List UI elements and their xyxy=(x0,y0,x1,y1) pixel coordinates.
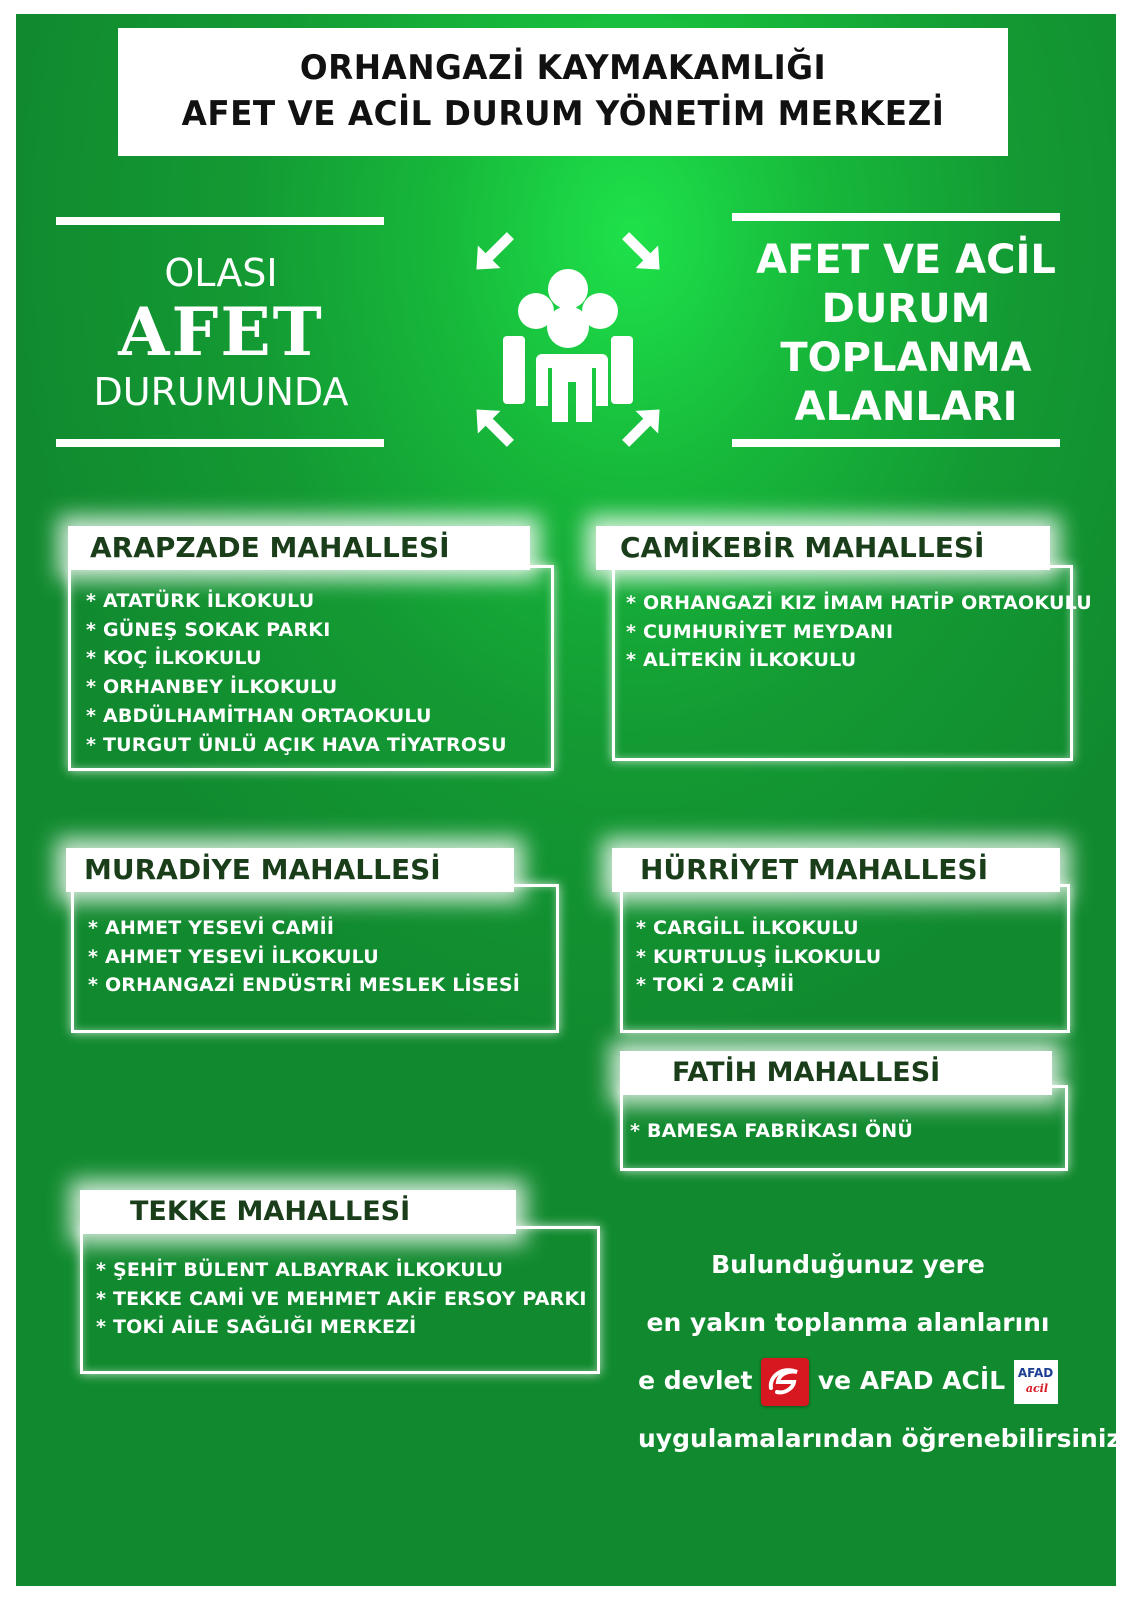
section-list xyxy=(88,914,520,1000)
section-list xyxy=(96,1256,587,1342)
assembly-point-svg xyxy=(448,214,688,459)
afad-logo-text: AFAD xyxy=(1017,1366,1054,1380)
person-back-head xyxy=(548,269,588,309)
poster xyxy=(16,14,1131,1586)
list-item: * BAMESA FABRİKASI ÖNÜ xyxy=(630,1120,913,1142)
header-title-line2: AFET VE ACİL DURUM YÖNETİM MERKEZİ xyxy=(181,94,945,134)
section-title: FATİH MAHALLESİ xyxy=(620,1051,1052,1095)
info-line1: Bulunduğunuz yere xyxy=(711,1250,985,1279)
list-item: * KOÇ İLKOKULU xyxy=(86,647,262,670)
right-banner xyxy=(736,236,1076,432)
right-banner-line1: AFET VE ACİL xyxy=(756,237,1056,283)
left-top-divider xyxy=(56,217,384,225)
right-banner-line3: TOPLANMA xyxy=(780,335,1032,381)
list-item: * CUMHURİYET MEYDANI xyxy=(626,620,894,643)
right-top-divider xyxy=(732,213,1060,221)
list-item: * AHMET YESEVİ İLKOKULU xyxy=(88,945,379,968)
arrow-top-left-icon xyxy=(465,224,522,281)
header-box xyxy=(118,28,1008,156)
info-text xyxy=(638,1236,1131,1468)
section-title: ARAPZADE MAHALLESİ xyxy=(68,526,530,570)
assembly-point-icon xyxy=(448,214,688,459)
right-banner-line4: ALANLARI xyxy=(794,384,1018,430)
section-title: TEKKE MAHALLESİ xyxy=(80,1190,516,1234)
info-line3b: ve AFAD ACİL xyxy=(817,1366,1006,1395)
section-list xyxy=(626,589,1092,675)
edevlet-logo-icon xyxy=(761,1358,809,1406)
section-list xyxy=(630,1117,913,1146)
left-banner-line2: AFET xyxy=(118,293,324,371)
list-item: * KURTULUŞ İLKOKULU xyxy=(636,945,882,968)
section-title: HÜRRİYET MAHALLESİ xyxy=(612,848,1060,892)
info-line3 xyxy=(638,1352,1058,1410)
list-item: * CARGİLL İLKOKULU xyxy=(636,917,859,939)
list-item: * TOKİ 2 CAMİİ xyxy=(636,974,795,997)
list-item: * ABDÜLHAMİTHAN ORTAOKULU xyxy=(86,704,432,727)
info-line3a: e devlet xyxy=(638,1366,753,1395)
left-bottom-divider xyxy=(56,439,384,447)
right-bottom-divider xyxy=(732,439,1060,447)
list-item: * AHMET YESEVİ CAMİİ xyxy=(88,917,335,939)
list-item: * TURGUT ÜNLÜ AÇIK HAVA TİYATROSU xyxy=(86,733,507,756)
arrow-bottom-left-icon xyxy=(465,398,522,455)
list-item: * ALİTEKİN İLKOKULU xyxy=(626,649,857,672)
left-banner-line1: OLASI xyxy=(164,251,278,295)
left-banner-line3: DURUMUNDA xyxy=(93,370,349,414)
list-item: * GÜNEŞ SOKAK PARKI xyxy=(86,618,331,641)
afad-acil-logo-icon xyxy=(1014,1360,1058,1404)
section-list xyxy=(86,587,507,759)
header-title-line1: ORHANGAZİ KAYMAKAMLIĞI xyxy=(299,48,827,88)
list-item: * TEKKE CAMİ VE MEHMET AKİF ERSOY PARKI xyxy=(96,1287,587,1310)
person-front-head xyxy=(547,306,589,348)
afad-logo-sub: acil xyxy=(1025,1382,1049,1395)
section-list xyxy=(636,914,881,1000)
info-line2: en yakın toplanma alanlarını xyxy=(646,1308,1050,1337)
list-item: * ORHANBEY İLKOKULU xyxy=(86,676,338,699)
list-item: * ŞEHİT BÜLENT ALBAYRAK İLKOKULU xyxy=(96,1259,504,1281)
left-banner xyxy=(56,250,386,416)
info-line4: uygulamalarından öğrenebilirsiniz. xyxy=(638,1424,1131,1453)
section-title: CAMİKEBİR MAHALLESİ xyxy=(596,526,1050,570)
list-item: * TOKİ AİLE SAĞLIĞI MERKEZİ xyxy=(96,1316,417,1339)
list-item: * ORHANGAZİ ENDÜSTRİ MESLEK LİSESİ xyxy=(88,974,521,997)
section-title: MURADİYE MAHALLESİ xyxy=(66,848,514,892)
list-item: * ATATÜRK İLKOKULU xyxy=(86,590,315,612)
list-item: * ORHANGAZİ KIZ İMAM HATİP ORTAOKULU xyxy=(626,592,1092,614)
arrow-top-right-icon xyxy=(614,224,671,281)
right-banner-line2: DURUM xyxy=(821,286,991,332)
arrow-bottom-right-icon xyxy=(614,398,671,455)
